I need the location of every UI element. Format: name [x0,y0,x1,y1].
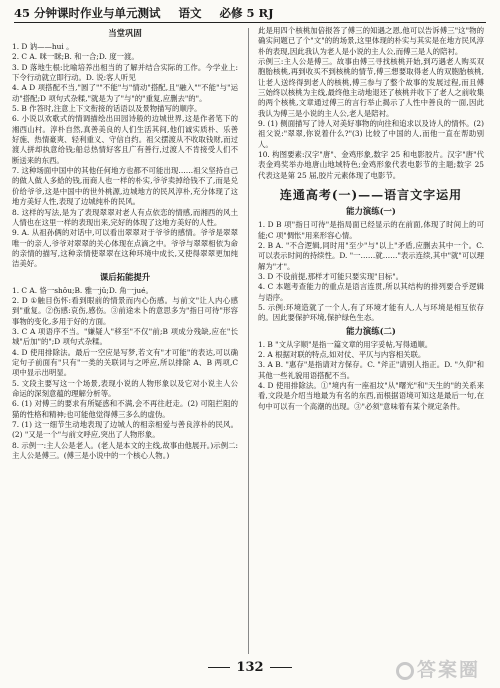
section-title-extension: 课后拓能提升 [99,271,151,282]
column-divider [248,28,249,654]
practice-1-answers [258,220,484,323]
watermark-text: 答案圈 [417,659,481,681]
answer-line: 9. (1) 侧面描写了诗人对美好事物的向往和追求以及诗人的情怀。(2) 祖父说:"翠翠,你说着什么?"(3) 比较了中国的人,而他一直在帮助别人。 [258,119,484,149]
right-column [258,26,484,658]
answer-line: 10. 构图要素:汉字"唐"、金鸡形象,数字 25 和电影胶片。汉字"唐"代表金鸡奖举办地唐山地域特色;金鸡形象代表电影节的主题;数字 25 代表这是第 25 届,胶片元素体现了电影节。 [258,150,484,180]
answer-line: 1. C A. 恪一shǒu;B. 雅一jǔ;D. 角一jué。 [12,285,153,295]
answer-line: 4. C 本题考查能力的重点是语言连贯,所以其结构的排列要合乎逻辑与语序。 [258,282,484,302]
page-header [14,4,486,23]
answer-line: 示例三:主人公是傅三。故事由傅三寻找核桃开始,到巧遇老人购买双胞胎核桃,再到收买不到核桃的情节,傅三想要取得老人的双胞胎核桃,让老人送终得到老人的核桃,傅三参与了整个故事的发展过程,而且傅三始终以核桃为主线,最终他主动地退还了核桃并收下了老人之前收集的两个核桃,文章通过傅三的言行举止揭示了人性中善良的一面,因此我认为傅三是小说的主人公,老人是陪衬。 [258,57,484,118]
answer-line: 5. 示例:环境造就了一个人,有了环境才能有人,人与环境是相互依存的。因此要保护环境,保护绿色生态。 [258,302,484,323]
footer-dash-left [208,667,230,668]
watermark-ring-icon [396,662,414,680]
answer-line: 2. B A. "不合逻辑,同时用"至少"与"以上"矛盾,应删去其中一个。C. 可以表示时间的持续性。D. "一……就……"表示连续,其中"就"可以理解为"才"。 [258,240,484,271]
answer-line: 7. 这种场面中国中的其他任何地方也都不可能出现……祖父坚持自己的做人做人多給的钱,而商人也一样的朴实,爷爷卖掉给钱不了,而是兑价给爷爷,这是中国中的世外桃源,边城地方的民风淳朴,充分体现了这地方美好人性,表现了边城纯朴的民风。 [12,166,238,207]
answer-line: 6. 小说以欢歌式的情调描绘出田园诗般的边城世界,这是作者笔下的湘西山村。淳朴自然,真善美良的人们生活其间,他们诚实质朴、乐善好施、热情豪爽、轻利重义、守信自约。祖父摆渡从不收取钱财,而过渡人拼却执意给钱;船总热情好客且广有善行,过渡人不肯接受人们不断送来的东西。 [12,114,238,165]
practice-2-answers [258,340,484,412]
answer-line: 8. 示例一:主人公是老人。(老人是本文的主线,故事由他展开。)示例二:主人公是傅三。(傅三是小说中的一个核心人物。) [12,440,238,461]
answer-line: 1. D 讷——hui 。 [12,42,74,51]
answer-line: 6. (1) 对傅三的要求有所疑惑和不满,会不再往赶走。(2) 可阻拦阻的猫的性格和精神;也可能他觉得傅三多么的虚伪。 [12,399,238,419]
answer-line: 4. D 使用排除法。最后一空应是写梦,若文有"才可能"的表达,可以确定句子前面有"只有"一类的关联词与之呼应,所以排除 A、B 两项,C 项中显示出明显。 [12,347,238,378]
answer-line: 8. 这样的写法,是为了表现翠翠对老人有点依恋的情感,而湘西的风土人情也在这里一样的表现出来,完好的体现了这地方美好的人性。 [12,207,238,227]
page-number: 132 [236,660,264,675]
watermark-logo [396,656,492,684]
practice-title-2: 能力演练(二) [346,325,396,336]
right-answers [258,26,484,181]
left-answers [12,42,238,270]
answer-line: 5. B 作答时,注意上下文衔接的话语以及景物描写的顺序。 [12,104,202,114]
answer-line: 4. A D 项搭配不当,"圆了""不能"与"情动"搭配,且"融入""不能"与"运动"搭配;D 项句式杂糅,"就是为了"与"的"重复,应删去"的"。 [12,83,238,103]
answer-line: 2. A 根据对联的特点,如对仗、平仄与内容相关联。 [258,349,426,359]
book-title: 45 分钟课时作业与单元测试 [14,6,161,20]
left-answers-2 [12,286,238,462]
answer-line: 2. D ①触目伤怀:看到眼前的情景而内心伤感。与前文"让人内心感到"重复。②伤感:哀伤,感伤。③前途未卜的意思多为"指日可待"形容事物的变化,多用于好的方面。 [12,295,238,326]
answer-line: 1. D B 项"指日可待"是指局面已经显示的在前面,体现了时间上的可能;C 项"惆怅"用来形容心情。 [258,220,484,240]
answer-line: 2. C A. 咪一眯;B. 和一合;D. 度一渡。 [12,52,139,62]
answer-line: 4. D 使用排除法。①"境内有一座祖坟"从"曙光"和"天生的"的关系来看,文段是介绍当地最为有名的东西,而根据语境可知这是最后一句,在句中可以有一个高潮的出现。③"必须"意味着有某个规定条件。 [258,380,484,411]
volume-label: 必修 5 RJ [219,6,274,20]
answer-line: 此是用四个核桃加倍报答了傅三的知遇之恩,他可以告诉傅三"这"物的确实问题已了个"文"的的场景,这里体现的朴实与其实是在地方民风淳朴的表现,因此我认为老人是小说的主人公,而傅三是人的陪衬。 [258,26,484,56]
answer-line: 3. C A 项语序不当。"嫌疑人"移至"不仅"前;B 项成分残缺,应在"长城"后加"的";D 项句式杂糅。 [12,326,238,347]
answer-line: 7. (1) 这一细节生动地表现了边城人的相亲相爱与善良淳朴的民风。(2) "又是一个"与前文呼应,突出了人物形象。 [12,420,238,440]
answer-line: 5. 文段主要写这一个场景,表现小说的人物形象以及它对小说主人公命运的深刻意蕴的理解分析等。 [12,378,238,398]
answer-line: 1. B "文从字顺"是指一篇文章的用字妥帖,写得通顺。 [258,339,433,349]
answer-line: 3. D 不设前提,那样才可能只要实现"目标"。 [258,271,404,281]
subject-label: 语文 [178,6,202,20]
footer-dash-right [270,667,292,668]
answer-line: 3. D 落地生根:比喻培养出相当的了解并结合实际的工作。今学业上:下令行动就立即行动。D. 说:客人听见 [12,62,238,83]
unit-title: 连通高考(一)——语言文字运用 [279,188,463,203]
practice-title-1: 能力演练(一) [346,206,396,217]
section-title-classroom: 当堂巩固 [108,28,142,38]
answer-line: 9. A. 从祖孙俩的对话中,可以看出翠翠对于爷爷的感情。爷爷是翠翠唯一的亲人,爷爷对翠翠的关心体现在点滴之中。爷爷与翠翠相依为命的亲情的描写,这种亲情使翠翠在这种环境中成长,又使得翠翠更加纯洁美好。 [12,228,238,269]
left-column [12,26,238,658]
answer-line: 3. A B. "惠存"是指请对方保存。C. "斧正"请别人指正。D. "久仰"和其他一些礼貌用语搭配不当。 [258,360,484,380]
